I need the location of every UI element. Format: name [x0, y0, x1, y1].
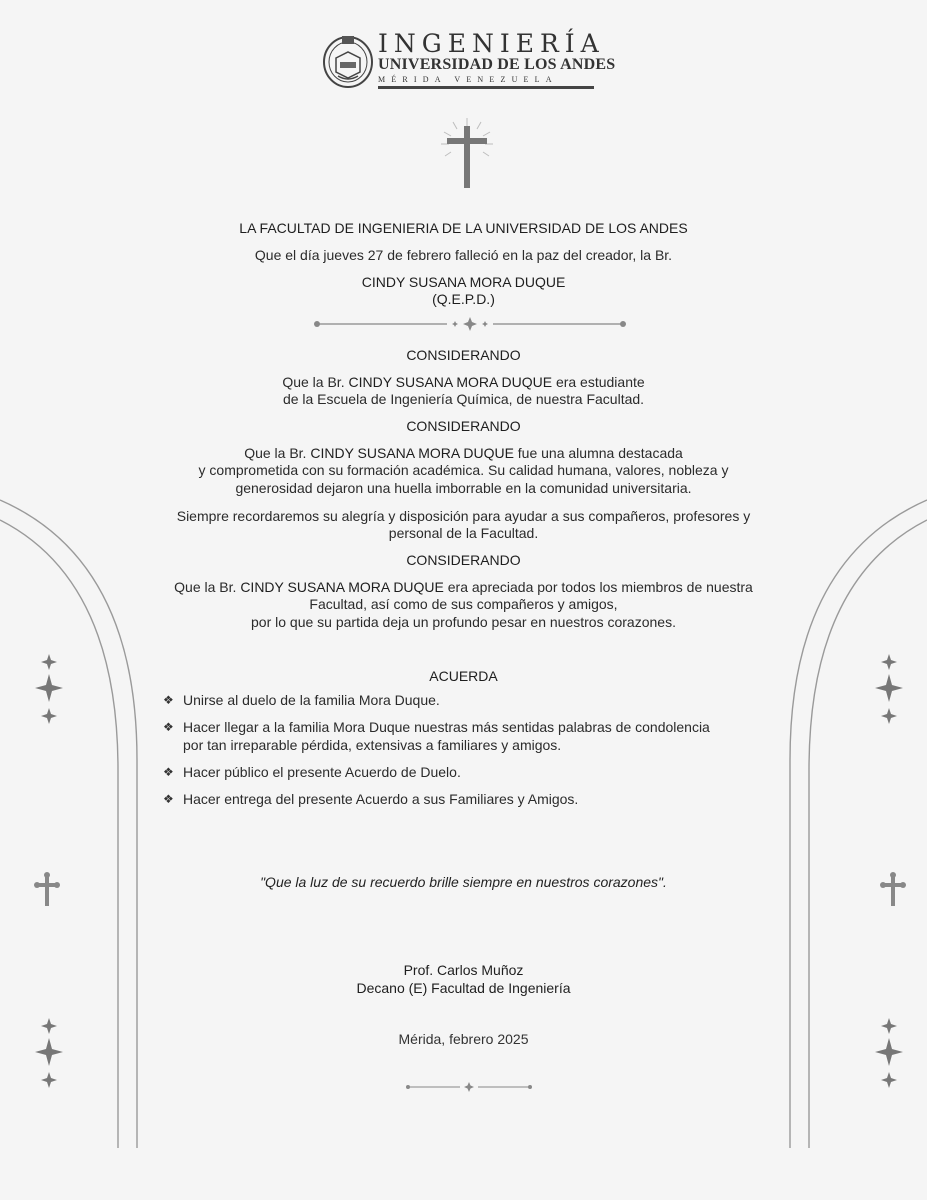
brand-subtitle: UNIVERSIDAD DE LOS ANDES	[378, 56, 616, 73]
ornate-cross-icon	[34, 872, 60, 908]
ornamental-divider	[404, 1081, 534, 1093]
sparkle-icon	[28, 1016, 70, 1088]
bullet-icon: ❖	[163, 791, 174, 806]
qepd-label: (Q.E.P.D.)	[432, 291, 495, 307]
considerando-3-suffix: era apreciada por todos los miembros de nuestra	[447, 579, 753, 595]
list-item	[163, 719, 803, 754]
agreement-text: Unirse al duelo de la familia Mora Duque.	[183, 692, 440, 708]
bullet-icon: ❖	[163, 693, 174, 707]
considerando-2-prefix: Que la Br.	[244, 445, 307, 461]
deceased-name: CINDY SUSANA MORA DUQUE	[361, 274, 566, 290]
place-date: Mérida, febrero 2025	[398, 1031, 529, 1047]
agreement-text: Hacer público el presente Acuerdo de Duelo.	[183, 763, 461, 780]
announcement-heading: LA FACULTAD DE INGENIERIA DE LA UNIVERSIDAD DE LOS ANDES	[239, 220, 688, 236]
list-item	[163, 692, 803, 710]
announcement-intro: Que el día jueves 27 de febrero falleció en la paz del creador, la Br.	[254, 247, 673, 263]
agreement-text: por tan irreparable pérdida, extensivas a familiares y amigos.	[183, 736, 562, 753]
bullet-icon: ❖	[163, 764, 174, 779]
considerando-3-line3: por lo que su partida deja un profundo pesar en nuestros corazones.	[251, 614, 676, 630]
faculty-header	[322, 29, 616, 90]
ornate-cross-icon	[880, 872, 906, 908]
sparkle-icon	[868, 1016, 910, 1088]
cross-icon	[439, 116, 495, 192]
considerando-3-title: CONSIDERANDO	[406, 552, 521, 568]
considerando-2-suffix: fue una alumna destacada	[517, 445, 683, 461]
considerando-3-line2: Facultad, así como de sus compañeros y amigos,	[309, 596, 618, 612]
signatory-title: Decano (E) Facultad de Ingeniería	[356, 980, 571, 996]
considerando-2-name: CINDY SUSANA MORA DUQUE	[310, 445, 514, 461]
considerando-2-title: CONSIDERANDO	[406, 418, 521, 434]
signatory-name: Prof. Carlos Muñoz	[403, 962, 524, 978]
considerando-1-prefix: Que la Br.	[282, 374, 345, 390]
agreement-list	[163, 692, 803, 818]
considerando-1-suffix: era estudiante	[555, 374, 645, 390]
considerando-1-line2: de la Escuela de Ingeniería Química, de nuestra Facultad.	[282, 391, 645, 407]
list-item	[163, 764, 803, 782]
considerando-3-name: CINDY SUSANA MORA DUQUE	[240, 579, 444, 595]
sparkle-icon	[868, 652, 910, 724]
memorial-quote: "Que la luz de su recuerdo brille siempre en nuestros corazones".	[260, 874, 667, 890]
brand-underline	[378, 86, 594, 89]
sparkle-icon	[28, 652, 70, 724]
brand-location: MÉRIDA VENEZUELA	[378, 75, 558, 84]
agreement-text: Hacer llegar a la familia Mora Duque nuestras más sentidas palabras de condolencia	[183, 719, 710, 735]
considerando-3-line1	[150, 579, 777, 597]
university-crest-icon	[322, 32, 374, 88]
acuerda-title: ACUERDA	[429, 668, 498, 684]
considerando-2-para2-line2: personal de la Facultad.	[388, 525, 539, 541]
considerando-1-name: CINDY SUSANA MORA DUQUE	[348, 374, 553, 390]
ornamental-divider	[311, 316, 629, 332]
considerando-2-line3: generosidad dejaron una huella imborrable en la comunidad universitaria.	[235, 480, 692, 496]
bullet-icon: ❖	[163, 720, 174, 734]
agreement-text: Hacer entrega del presente Acuerdo a sus Familiares y Amigos.	[183, 790, 579, 807]
considerando-3-prefix: Que la Br.	[174, 579, 237, 595]
considerando-2-line1	[150, 445, 777, 463]
considerando-2-para2-line1: Siempre recordaremos su alegría y disposición para ayudar a sus compañeros, profesores y	[176, 508, 751, 524]
considerando-1-line1	[150, 374, 777, 392]
brand-title: INGENIERÍA	[378, 29, 605, 58]
considerando-2-line2: y comprometida con su formación académica. Su calidad humana, valores, nobleza y	[198, 462, 729, 478]
considerando-1-title: CONSIDERANDO	[406, 347, 521, 363]
list-item	[163, 791, 803, 809]
